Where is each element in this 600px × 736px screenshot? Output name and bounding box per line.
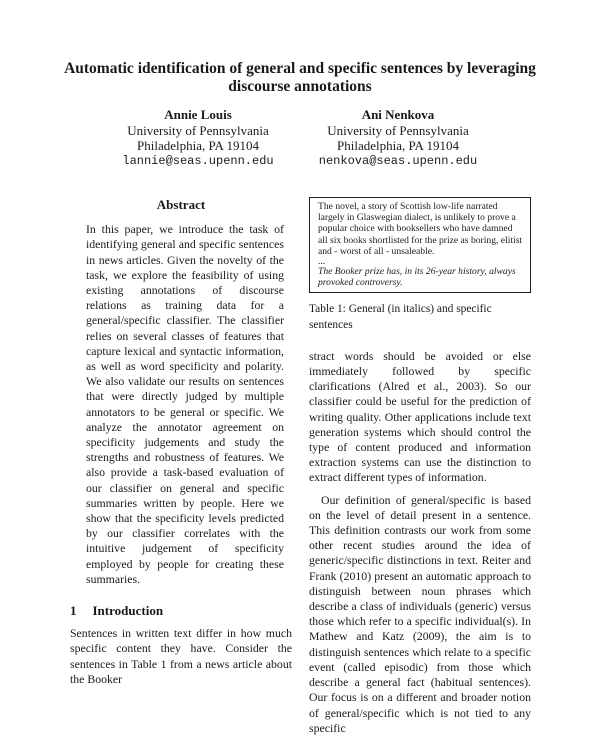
author-block-1 [98, 107, 298, 169]
excerpt-gap: ... [318, 256, 326, 268]
body-paragraph: Our definition of general/specific is based on the level of detail present in a sentence. This definition contrasts our work from some other recent studies around the idea of generic/specific distinctions in text. Reiter and Frank (2010) present an automatic approach to distinguish between noun phrases which describe a class of individuals (generic) versus those which refer to a specific individual(s). In Mathew and Katz (2009), the aim is to distinguish sentences which relate to a specific event (called episodic) from those which describe a general fact (habitual sentences). Our focus is on a different and broader notion of general/specific which is not tied to any specific [309, 492, 531, 735]
author-block-2 [298, 107, 498, 169]
author-location: Philadelphia, PA 19104 [137, 138, 259, 153]
author-location: Philadelphia, PA 19104 [337, 138, 459, 153]
section-title: Introduction [92, 603, 164, 619]
abstract-heading: Abstract [156, 197, 206, 212]
right-column [309, 197, 531, 736]
paper-title: Automatic identification of general and specific sentences by leveraging discourse annotations [64, 60, 536, 95]
abstract-body: In this paper, we introduce the task of identifying general and specific sentences in news articles. Given the novelty of the task, we explore the feasibility of using existing annotations of discourse relations as training data for a general/specific classifier. The classifier relies on several classes of features that capture lexical and syntactic information, as well as word specificity and polarity. We also validate our results on sentences that were directly judged by multiple annotators to be general or specific. We analyze the annotator agreement on specificity judgements and study the strengths and robustness of features. We also provide a task-based evaluation of our classifier on general and specific summaries written by people. Here we show that the specificity levels predicted by our classifier correlates with the intuitive judgement of specificity employed by people for creating these summaries. [86, 222, 284, 586]
table1-caption: Table 1: General (in italics) and specific sentences [309, 303, 492, 331]
table1-excerpt-box [309, 197, 531, 293]
author-name: Ani Nenkova [361, 107, 435, 122]
author-affiliation: University of Pennsylvania [327, 122, 469, 138]
author-email[interactable]: lannie@seas.upenn.edu [122, 153, 274, 168]
excerpt-specific-sentence: The novel, a story of Scottish low-life narrated largely in Glaswegian dialect, is unlikely to prove a popular choice with booksellers who have damned all six books shortlisted for the prize as boring, elitist and - worst of all - unsaleable. [318, 201, 523, 257]
left-column [70, 197, 292, 687]
excerpt-general-sentence: The Booker prize has, in its 26-year history, always provoked controversy. [318, 266, 516, 289]
author-email[interactable]: nenkova@seas.upenn.edu [318, 153, 478, 168]
author-name: Annie Louis [164, 107, 232, 122]
section-heading [70, 603, 292, 618]
body-paragraph: stract words should be avoided or else immediately followed by specific clarifications (Alred et al., 2003). So our classifier could be useful for the prediction of writing quality. Other applications include text generation systems which should control the type of content produced and information extraction systems can use the distinction to extract different types of information. [309, 348, 531, 485]
introduction-paragraph: Sentences in written text differ in how much specific content they have. Consider the sentences in Table 1 from a news article about the Booker [70, 626, 292, 686]
author-affiliation: University of Pennsylvania [127, 122, 269, 138]
section-number: 1 [70, 603, 77, 619]
